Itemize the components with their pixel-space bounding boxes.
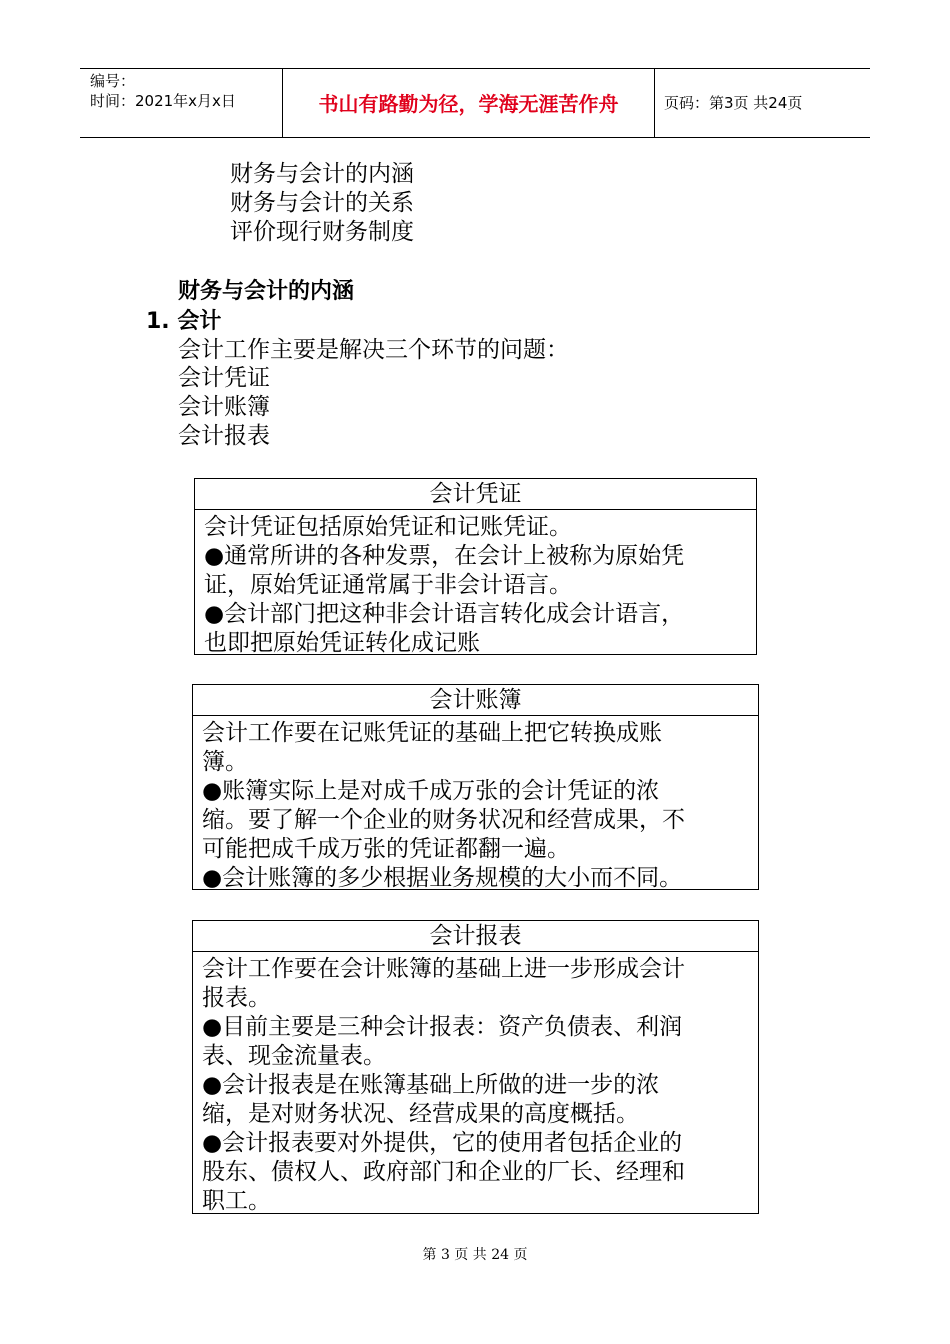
box-body — [195, 510, 756, 658]
box-line: 会计工作要在会计账簿的基础上进一步形成会计 — [202, 956, 685, 982]
toc-item: 评价现行财务制度 — [230, 219, 414, 245]
box-line: ●通常所讲的各种发票，在会计上被称为原始凭 — [204, 543, 685, 569]
subsection-heading: 1. 会计 — [146, 309, 222, 334]
page-footer: 第 3 页 共 24 页 — [422, 1247, 528, 1263]
header-motto: 书山有路勤为径，学海无涯苦作舟 — [318, 92, 619, 116]
box-body — [193, 716, 758, 893]
box-line: ●会计报表要对外提供，它的使用者包括企业的 — [202, 1130, 683, 1156]
document-time-label: 时间：2021年x月x日 — [90, 92, 236, 110]
box-line: 缩。要了解一个企业的财务状况和经营成果，不 — [202, 807, 685, 833]
toc-item: 财务与会计的关系 — [230, 190, 414, 216]
statement-box — [192, 920, 759, 1214]
ledger-box — [192, 684, 759, 890]
box-body — [193, 952, 758, 1216]
header-meta-cell — [80, 69, 283, 137]
box-line: 也即把原始凭证转化成记账 — [204, 630, 480, 656]
box-line: 会计工作要在记账凭证的基础上把它转换成账 — [202, 720, 662, 746]
box-line: 报表。 — [202, 985, 271, 1011]
box-line: 可能把成千成万张的凭证都翻一遍。 — [202, 836, 570, 862]
box-line: 会计凭证包括原始凭证和记账凭证。 — [204, 514, 572, 540]
intro-line: 会计报表 — [178, 423, 270, 449]
box-line: 簿。 — [202, 749, 248, 775]
box-line: ●会计部门把这种非会计语言转化成会计语言， — [204, 601, 685, 627]
header-table — [80, 68, 870, 138]
box-line: 表、现金流量表。 — [202, 1043, 386, 1069]
box-title: 会计报表 — [193, 921, 758, 952]
header-page-cell — [655, 69, 870, 137]
intro-line: 会计凭证 — [178, 365, 270, 391]
header-motto-cell — [283, 69, 655, 137]
box-line: 缩，是对财务状况、经营成果的高度概括。 — [202, 1101, 639, 1127]
intro-line: 会计工作主要是解决三个环节的问题： — [178, 337, 569, 363]
voucher-box — [194, 478, 757, 655]
box-title: 会计账簿 — [193, 685, 758, 716]
box-line: 职工。 — [202, 1188, 271, 1214]
section-heading: 财务与会计的内涵 — [178, 279, 355, 304]
box-line: ●会计账簿的多少根据业务规模的大小而不同。 — [202, 865, 683, 891]
box-line: ●账簿实际上是对成千成万张的会计凭证的浓 — [202, 778, 660, 804]
box-line: ●会计报表是在账簿基础上所做的进一步的浓 — [202, 1072, 660, 1098]
document-number-label: 编号： — [90, 72, 136, 90]
box-line: 证，原始凭证通常属于非会计语言。 — [204, 572, 572, 598]
box-line: 股东、债权人、政府部门和企业的厂长、经理和 — [202, 1159, 685, 1185]
intro-line: 会计账簿 — [178, 394, 270, 420]
header-page-info: 页码：第3页 共24页 — [664, 94, 803, 112]
box-line: ●目前主要是三种会计报表：资产负债表、利润 — [202, 1014, 683, 1040]
box-title: 会计凭证 — [195, 479, 756, 510]
toc-item: 财务与会计的内涵 — [230, 161, 414, 187]
